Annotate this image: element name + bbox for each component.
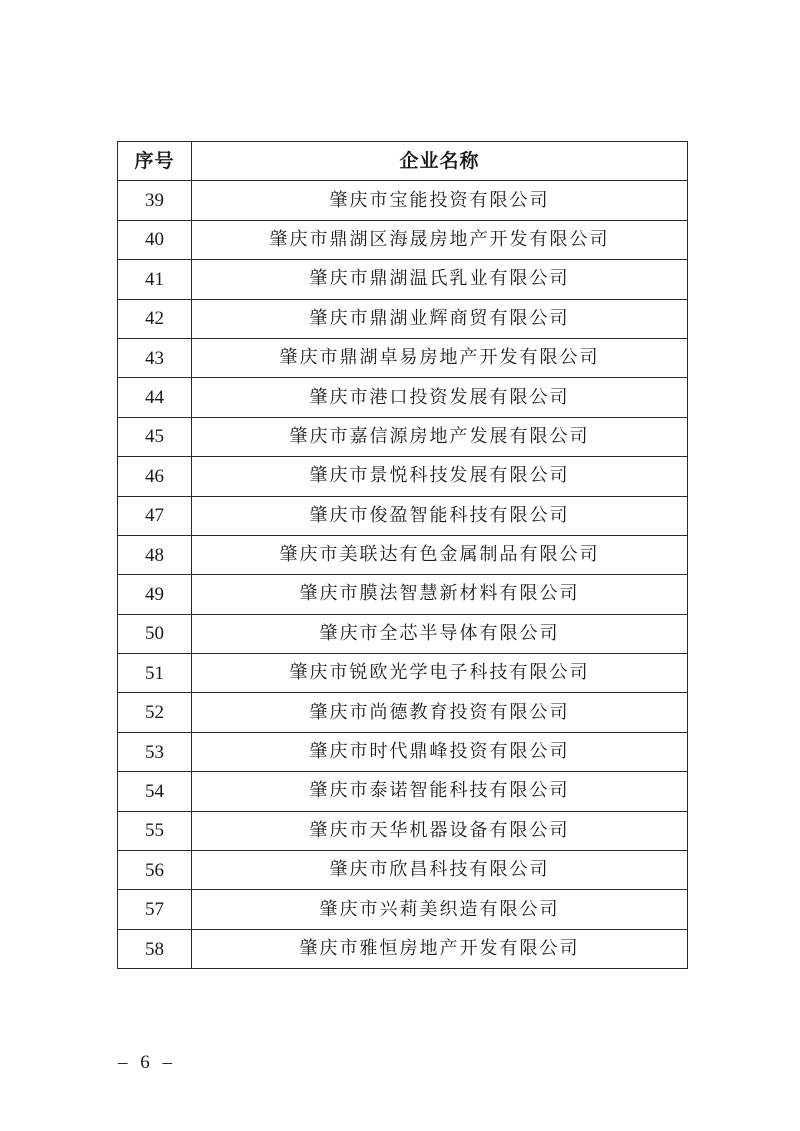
- company-name: 肇庆市宝能投资有限公司: [192, 181, 688, 220]
- table-header-row: [118, 142, 688, 181]
- table-row: [118, 732, 688, 771]
- company-name: 肇庆市膜法智慧新材料有限公司: [192, 575, 688, 614]
- table-row: [118, 220, 688, 259]
- header-company-name: 企业名称: [192, 142, 688, 181]
- table-row: [118, 338, 688, 377]
- row-number: 56: [118, 851, 192, 890]
- table-row: [118, 457, 688, 496]
- company-name: 肇庆市嘉信源房地产发展有限公司: [192, 417, 688, 456]
- row-number: 39: [118, 181, 192, 220]
- table-row: [118, 890, 688, 929]
- table-row: [118, 496, 688, 535]
- row-number: 50: [118, 614, 192, 653]
- company-name: 肇庆市鼎湖温氏乳业有限公司: [192, 260, 688, 299]
- table-row: [118, 929, 688, 968]
- company-name: 肇庆市时代鼎峰投资有限公司: [192, 732, 688, 771]
- row-number: 48: [118, 535, 192, 574]
- company-name: 肇庆市欣昌科技有限公司: [192, 851, 688, 890]
- company-list-table: [117, 141, 688, 969]
- header-number: 序号: [118, 142, 192, 181]
- company-name: 肇庆市尚德教育投资有限公司: [192, 693, 688, 732]
- row-number: 41: [118, 260, 192, 299]
- row-number: 40: [118, 220, 192, 259]
- table-row: [118, 654, 688, 693]
- row-number: 57: [118, 890, 192, 929]
- company-name: 肇庆市雅恒房地产开发有限公司: [192, 929, 688, 968]
- company-name: 肇庆市天华机器设备有限公司: [192, 811, 688, 850]
- row-number: 54: [118, 772, 192, 811]
- table-row: [118, 851, 688, 890]
- company-name: 肇庆市鼎湖卓易房地产开发有限公司: [192, 338, 688, 377]
- table-row: [118, 772, 688, 811]
- table-row: [118, 299, 688, 338]
- page-number: – 6 –: [118, 1052, 176, 1073]
- company-name: 肇庆市鼎湖区海晟房地产开发有限公司: [192, 220, 688, 259]
- company-name: 肇庆市锐欧光学电子科技有限公司: [192, 654, 688, 693]
- row-number: 47: [118, 496, 192, 535]
- table-row: [118, 260, 688, 299]
- row-number: 42: [118, 299, 192, 338]
- row-number: 51: [118, 654, 192, 693]
- table-row: [118, 693, 688, 732]
- table-row: [118, 575, 688, 614]
- table-row: [118, 614, 688, 653]
- row-number: 49: [118, 575, 192, 614]
- table-row: [118, 378, 688, 417]
- row-number: 55: [118, 811, 192, 850]
- company-name: 肇庆市美联达有色金属制品有限公司: [192, 535, 688, 574]
- company-name: 肇庆市鼎湖业辉商贸有限公司: [192, 299, 688, 338]
- table-row: [118, 535, 688, 574]
- company-name: 肇庆市泰诺智能科技有限公司: [192, 772, 688, 811]
- company-name: 肇庆市全芯半导体有限公司: [192, 614, 688, 653]
- table-row: [118, 417, 688, 456]
- company-name: 肇庆市兴莉美织造有限公司: [192, 890, 688, 929]
- row-number: 58: [118, 929, 192, 968]
- table-row: [118, 811, 688, 850]
- row-number: 52: [118, 693, 192, 732]
- row-number: 45: [118, 417, 192, 456]
- row-number: 43: [118, 338, 192, 377]
- company-name: 肇庆市港口投资发展有限公司: [192, 378, 688, 417]
- row-number: 53: [118, 732, 192, 771]
- row-number: 46: [118, 457, 192, 496]
- company-name: 肇庆市景悦科技发展有限公司: [192, 457, 688, 496]
- row-number: 44: [118, 378, 192, 417]
- table-row: [118, 181, 688, 220]
- company-name: 肇庆市俊盈智能科技有限公司: [192, 496, 688, 535]
